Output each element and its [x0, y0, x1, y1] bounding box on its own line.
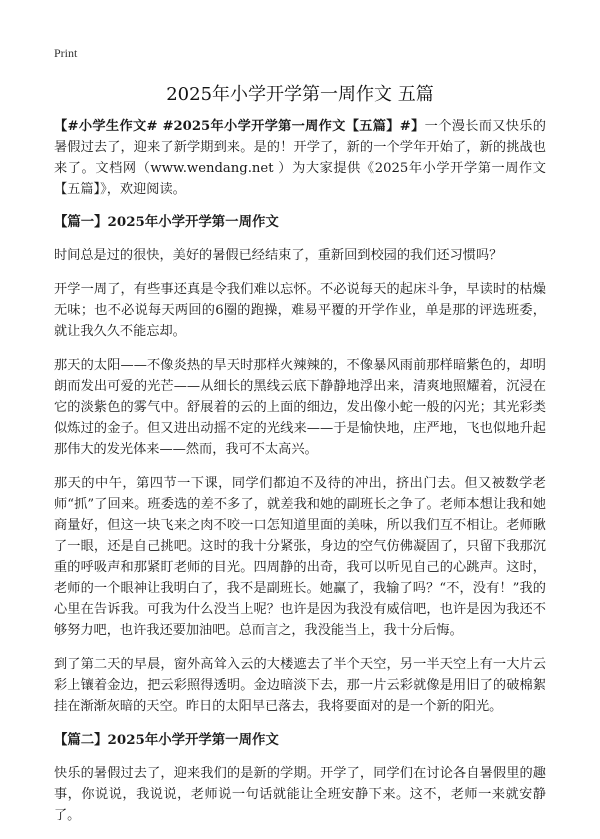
- intro-text: 一个漫长而又快乐的暑假过去了，迎来了新学期到来。是的！开学了，新的一个学年开始了，新的挑战也来了。文档网（www.wendang.net ）为大家提供《2025年小学开学第一周作文【五篇】》，欢迎阅读。: [54, 119, 546, 197]
- paragraph: 快乐的暑假过去了，迎来我们的是新的学期。开学了，同学们在讨论各自暑假里的趣事，你说说，我说说，老师说一句话就能让全班安静下来。这不，老师一来就安静了。: [54, 766, 546, 823]
- intro-paragraph: [54, 116, 546, 200]
- paragraph: 那天的太阳——不像炎热的旱天时那样火辣辣的，不像暴风雨前那样暗紫色的，却明朗而发出可爱的光芒——从细长的黑线云底下静静地浮出来，清爽地照耀着，沉浸在它的淡紫色的雾气中。舒展着的云的上面的细边，发出像小蛇一般的闪光；其光彩类似炼过的金子。但又进出动摇不定的光线来——于是愉快地，庄严地，飞也似地升起那伟大的发光体来——然而，我可不太高兴。: [54, 358, 546, 457]
- section-heading: 【篇二】2025年小学开学第一周作文: [54, 732, 279, 748]
- article-body: [54, 116, 546, 839]
- intro-tag: 【#小学生作文# #2025年小学开学第一周作文【五篇】#】: [54, 119, 425, 134]
- paragraph: 到了第二天的早晨，窗外高耸入云的大楼遮去了半个天空，另一半天空上有一大片云彩上镶着金边，把云彩照得透明。金边暗淡下去，那一片云彩就像是用旧了的破棉絮挂在渐渐灰暗的天空。昨日的太阳早已落去，我将要面对的是一个新的阳光。: [54, 657, 546, 714]
- section-heading: 【篇一】2025年小学开学第一周作文: [54, 214, 279, 230]
- paragraph: 那天的中午，第四节一下课，同学们都迫不及待的冲出，挤出门去。但又被数学老师“抓”了回来。班委选的差不多了，就差我和她的副班长之争了。老师本想让我和她商量好，但这一块飞来之肉不咬一口怎知道里面的美味，所以我们互不相让。老师瞅了一眼，还是自己挑吧。这时的我十分紧张，身边的空气仿佛凝固了，只留下我那沉重的呼吸声和那紧盯老师的目光。四周静的出奇，我可以听见自己的心跳声。这时，老师的一个眼神让我明白了，我不是副班长。她赢了，我输了吗？“不，没有！”我的心里在告诉我。可我为什么没当上呢？也许是因为我没有威信吧，也许是因为我还不够努力吧，也许我还要加油吧。总而言之，我没能当上，我十分后悔。: [54, 476, 546, 638]
- page-title: 2025年小学开学第一周作文 五篇: [166, 84, 434, 105]
- print-link[interactable]: Print: [54, 46, 78, 60]
- paragraph: 时间总是过的很快，美好的暑假已经结束了，重新回到校园的我们还习惯吗？: [54, 248, 503, 263]
- paragraph: 开学一周了，有些事还真是令我们难以忘怀。不必说每天的起床斗争，早读时的枯燥无味；也不必说每天两回的6圈的跑操，难易平覆的开学作业，单是那的评选班委，就让我久久不能忘却。: [54, 282, 546, 339]
